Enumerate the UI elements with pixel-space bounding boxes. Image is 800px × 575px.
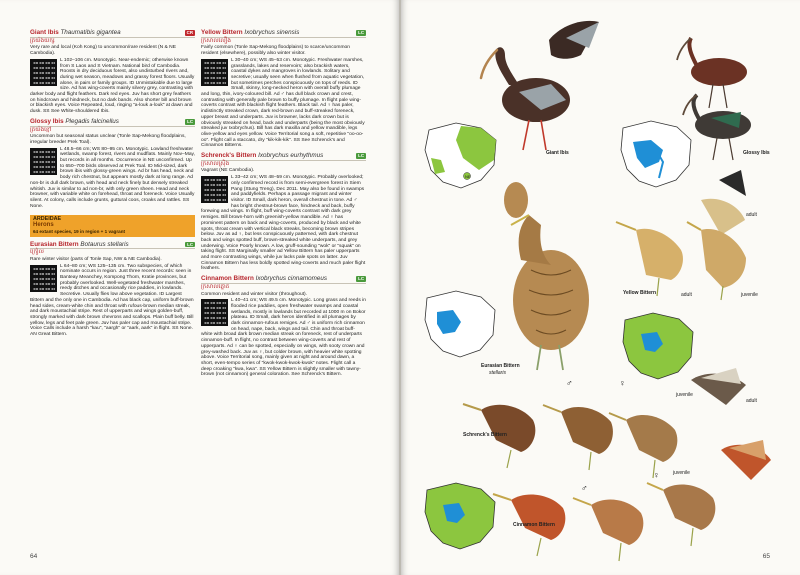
species-header [201,153,366,161]
label-eurasian-bittern: Eurasian Bittern [481,363,520,369]
family-title: ARDEIDAE [33,216,62,223]
status-badge: LC [358,153,364,159]
map-yellow-bittern [623,313,693,379]
khmer-name: ក្រសាលស្រ៊ិង [201,160,230,167]
page-number-left: 64 [30,553,38,560]
family-name: Herons [33,222,54,229]
species-description: L 33–42 cm; WS 48–59 cm. Monotypic. Probably overlooked; only confirmed record is from semi-evergreen forest in Siem Pang (Stung Treng), Dec 2011. May also be found in swamps and paddyfields. Perhaps a passage migrant and winter visitor. ID Small, dark heron, overall chestnut in tone. Ad ♂ has bright chestnut-brown face, hindneck and back, buffy forewing and wings. In flight, buff wing-coverts contrast with dark grey remiges. Bill brown-horn with greenish-yellow mandible. Ad ♀ has prominent pattern on back and wing-coverts, produced by black and white spots, throat cream with vertical black streaks, becoming brown stripes below. Juv as ad ♀, but less conspicuously patterned, with dark chestnut back and wings spotted buff, brown-streaked white underparts, and grey underwing. Voice Poorly known. A low, gruff-sounding "wok" or "squak" on taking flight. SS Marginally smaller ad Yellow Bittern has paler upperparts and more contrasting wings, while juv lacks pale spots on latter. Juv Cinnamon Bittern has less boldly spotted wing-coverts and much paler flight feathers. [201,175,366,272]
species-description: L 40–41 cm; WS 49.5 cm. Monotypic. Long grass and reeds in flooded rice paddies, open freshwater swamps and coastal wetlands, mostly in lowlands but recorded at 1000 m on Bokor plateau. ID Small, dark heron identified in all plumages by dark cinnamon-rufous remiges. Ad ♂ is uniform rich cinnamon on head, nape, back, wings and tail. Chin and throat buff-white with broad dark brown median streak on foreneck, rest of underparts cinnamon-buff. In flight, no contrast between wing-coverts and rest of upperparts. Ad ♀ can be spotted, especially on wings, with sooty crown and grey-washed back. Juv as ♀, but colder brown, with heavier white spotting above. Voice Territorial song, mainly given at night and around dawn, a short, even-tempo series of "kwok-kwok-kwok-kwok" notes. Flight call a deep croaking "kwa, kwa". SS Yellow Bittern is slightly smaller with tawny-brown (not cinnamon) general coloration. See Schrenck's Bittern. [201,298,366,378]
species-name: Eurasian Bittern [30,240,79,248]
species-header [30,119,195,127]
species-name: Giant Ibis [30,29,59,36]
family-count: 64 extant species, 19 in region + 1 vagrant [33,228,126,234]
species-scientific: Botaurus stellaris [80,240,129,248]
text-column-1 [30,30,195,342]
right-page [401,0,800,575]
species-description: L 48.5–66 cm; WS 80–95 cm. Monotypic. Lowland freshwater wetlands, swamp forest, rivers and mudflats. Mainly Nov–May, but records in all months. Occurrence in NE unconfirmed. Up to 650–700 birds observed at Prek Toal. ID Mid-sized, dark brown ibis with glossy-green wings. Ad br has head, neck and body rich chestnut, but appears mostly dark at long range. Ad non-br is dull dark brown, with head and neck finely but densely streaked whitish. Juv is similar to ad non-br, with only green sheen. Head and neck browner, with variable white on forehead, throat and foreneck. Voice Usually silent. At colony, calls include grunts, guttural coos, croaks and rattles. SS None. [30,146,195,209]
qr-code-icon[interactable] [201,299,228,326]
species-cinnamon-bittern [201,276,366,378]
female-symbol-icon: ♀ [619,378,626,388]
label-juvenile-cinnamon: juvenile [673,470,690,476]
text-column-2 [201,30,366,382]
left-page [0,0,399,575]
status-badge: LC [187,118,193,124]
species-header [30,242,195,250]
label-adult-schrenck: adult [746,398,757,404]
species-scientific: Ixobrychus cinnamomeus [255,275,327,283]
species-status: Rare winter visitor (parts of Tonle Sap, NW & NE Cambodia). [30,256,162,262]
khmer-name: ក្រៀល [30,249,44,256]
eurasian-bittern-illustration [504,182,589,370]
illustration-plate [401,0,800,575]
label-ne: NE [465,174,471,179]
label-cinnamon-bittern: Cinnamon Bittern [513,522,555,528]
male-symbol-icon: ♂ [566,378,573,388]
species-schrencks-bittern [201,153,366,272]
status-badge: LC [358,30,364,35]
species-scientific: Thaumatibis gigantea [60,29,121,36]
species-name: Cinnamon Bittern [201,275,254,283]
female-symbol-icon: ♀ [653,470,660,480]
status-badge: LC [358,276,364,282]
cinnamon-bittern-illustration [493,440,771,561]
label-yellow-bittern: Yellow Bittern [623,290,657,296]
species-status: Vagrant (NE Cambodia). [201,168,255,174]
species-name: Yellow Bittern [201,29,243,36]
species-giant-ibis [30,30,195,115]
species-yellow-bittern [201,30,366,149]
map-giant-ibis [425,123,496,188]
label-eurasian-ssp: stellaris [489,370,506,376]
page-number-right: 65 [762,553,770,560]
species-name: Schrenck's Bittern [201,152,257,160]
species-status: Uncommon but seasonal status unclear (Tonle Sap-Mekong floodplains, irregular breeder Prek Toal). [30,134,186,145]
status-badge: CR [186,30,193,35]
species-status: Common resident and winter visitor (throughout). [201,291,308,297]
species-header [30,30,195,38]
species-status: Very rare and local (Koh Kong) to uncommon/rare resident (N & NE Cambodia). [30,45,176,57]
male-symbol-icon: ♂ [581,483,588,493]
status-badge: LC [187,241,193,247]
map-eurasian-bittern [425,291,495,357]
species-scientific: Ixobrychus eurhythmus [258,152,324,160]
species-status: Fairly common (Tonle Sap-Mekong floodplains) to scarce/uncommon resident (elsewhere), possibly also winter visitor. [201,45,350,57]
khmer-name: ត្រយ៉ងយក្ស [30,37,55,44]
species-scientific: Ixobrychus sinensis [244,29,300,36]
label-adult-yellow-2: adult [681,292,692,298]
species-eurasian-bittern [30,242,195,338]
family-banner [30,215,195,236]
qr-code-icon[interactable] [201,59,228,86]
schrencks-bittern-illustration [463,368,746,478]
species-description: L 64–80 cm; WS 125–135 cm. Two subspecies, of which nominate occurs in region. Just three recent records: seen in Banteay Meanchey, Kompong Thom, Kratie provinces, but probably overlooked. Well-vegetated freshwater marshes, reedy ditches and occasionally rice paddies, in lowlands. Secretive. Usually flies low above vegetation. ID Largest Bittern and the only one in Cambodia. Ad has black cap, uniform buff-brown head sides, cream-white chin and throat with rufous-brown median streak, and dark moustachial stripe. Rest of upperparts and wings golden-buff, strongly marked with dark brown chevrons and scallops. Plain buff belly. Bill yellow, legs and feet pale green. Juv has paler cap and moustachial stripe. Voice Calls include a harsh "kau", "aargh" or "aark, aark" in flight. SS None. AN Great Bittern. [30,263,194,338]
species-scientific: Plegadis falcinellus [65,117,119,125]
label-juvenile-schrenck: juvenile [676,392,693,398]
species-header [201,30,366,38]
khmer-name: ក្រសាលលឿង [201,37,231,44]
label-glossy-ibis: Glossy Ibis [743,150,770,156]
khmer-name: ត្រយ៉ងខ្មៅ [30,126,52,133]
species-glossy-ibis [30,119,195,210]
qr-code-icon[interactable] [30,265,57,292]
qr-code-icon[interactable] [201,176,228,203]
label-giant-ibis: Giant Ibis [546,150,569,156]
map-cinnamon-bittern [425,483,495,549]
qr-code-icon[interactable] [30,59,57,86]
label-adult-yellow: adult [746,212,757,218]
species-header [201,276,366,284]
species-name: Glossy Ibis [30,117,64,125]
qr-code-icon[interactable] [30,148,57,175]
yellow-bittern-illustration [616,170,746,300]
species-description: L 30–40 cm; WS 45–53 cm. Monotypic. Freshwater marshes, grasslands, lakes and reservoirs; also brackish waters, coastal dykes and mangroves in lowlands. Solitary and secretive; usually seen when flushed from aquatic vegetation, but sometimes perches conspicuously on tops of reeds. ID Small, skinny, long-necked heron with overall buffy plumage and long, thin, ivory-coloured bill. Ad ♂ has dull black crown and crest, contrasting with generally pale brown to buffy plumage. In flight pale wing-coverts contrast with blackish flight feathers. Black tail. Ad ♀ has paler, indistinctly streaked crown, dark red-brown and buff-streaked foreneck, upper breast and underparts. Juv is browner, lacks dark crown but is obviously streaked on head, back and underparts (being the most obviously streaked juv Ixobrychus). Bill has dark maxilla and yellow mandible, legs olive-yellow and eyes yellow. Voice Territorial song a soft, repetitive "oo-oo-oo". Flight call a staccato, dry "kik-kik-kik". SS See Schrenck's and Cinnamon Bitterns. [201,57,365,149]
khmer-name: ក្រសាលត្នោត [201,283,230,290]
giant-ibis-illustration [481,21,599,150]
label-juvenile-yellow: juvenile [741,292,758,298]
species-description: L 102–106 cm. Monotypic. Near-endemic; otherwise known from S Laos and S Vietnam. National bird of Cambodia. Roosts in dry deciduous forest, also undisturbed rivers and, during wet season, meadows and grassy forest floors. Usually alone, in pairs or family groups. ID Unmistakable due to large size. Ad has wing-coverts mainly silvery grey, contrasting with darker body and flight feathers. Dark red eyes. Juv has short grey feathers on hindcrown and hindneck, but no dark bands. Also shorter bill and brown or blackish eyes. Voice Repeated, loud, ringing "a-louk a-louk" at dawn and dusk. SS See White-shouldered Ibis. [30,57,195,115]
map-glossy-ibis [621,121,691,187]
label-schrencks-bittern: Schrenck's Bittern [463,432,507,438]
